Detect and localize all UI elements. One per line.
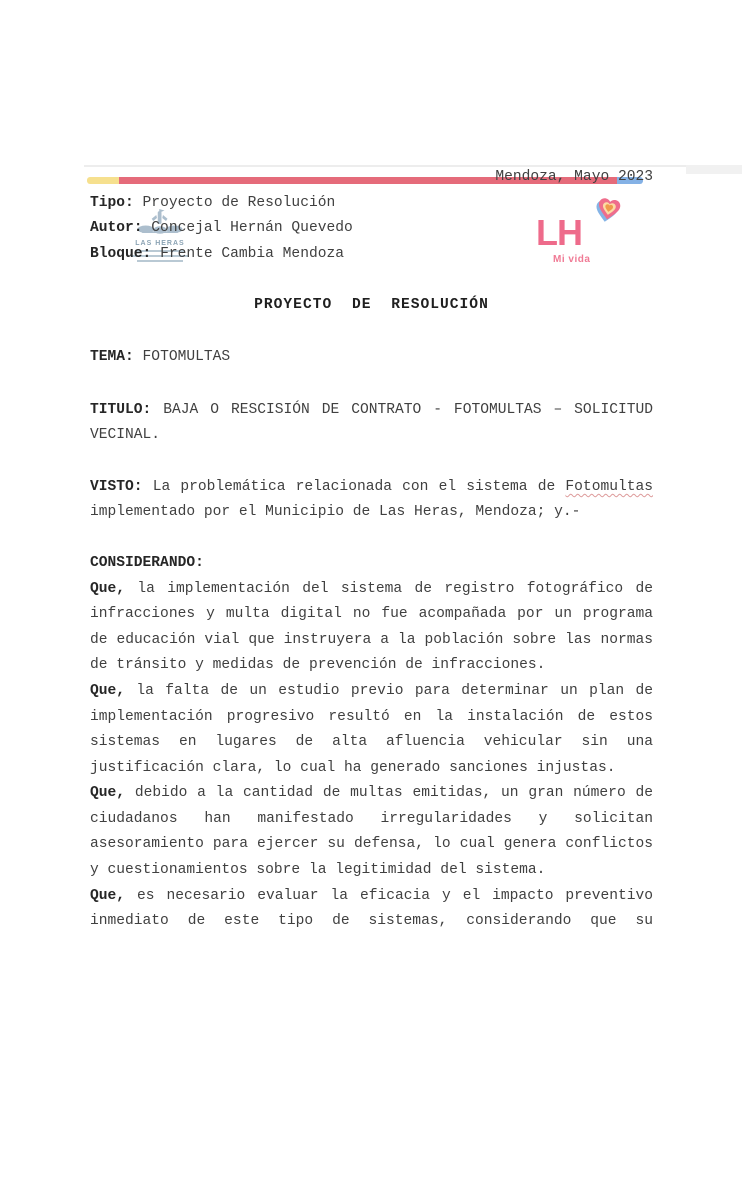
lh-logo-text: LH [536,212,582,253]
bloque-label: Bloque: [90,245,152,262]
que-lead: Que, [90,682,126,699]
autor-value: Concejal Hernán Quevedo [142,220,353,237]
meta-row-tipo [90,191,653,217]
tema-label: TEMA: [90,348,134,365]
visto-paragraph [90,475,653,526]
meta-row-autor [90,216,653,242]
que-lead: Que, [90,785,126,802]
document-body [0,165,742,935]
autor-label: Autor: [90,220,143,237]
titulo-paragraph [90,398,653,449]
visto-text-before: La problemática relacionada con el sistema de [142,478,566,495]
considerando-paragraph-3: Que, debido a la cantidad de multas emitidas, un gran número de ciudadanos han manifestado irregularidades y solicitan asesoramiento para ejercer su defensa, lo cual genera conflictos y cuestionamientos sobre la legitimidad del sistema. [90,785,653,879]
date-line: Mendoza, Mayo 2023 [495,169,653,185]
bloque-value: Frente Cambia Mendoza [151,245,344,262]
que-lead: Que, [90,887,126,904]
visto-text-after: implementado por el Municipio de Las Heras, Mendoza; y.- [90,504,581,521]
visto-label: VISTO: [90,478,143,495]
titulo-value: BAJA O RESCISIÓN DE CONTRATO - FOTOMULTAS – SOLICITUD VECINAL. [90,401,653,444]
meta-row-bloque [90,242,653,268]
considerando-paragraph-4: Que, es necesario evaluar la eficacia y el impacto preventivo inmediato de este tipo de sistemas, considerando que su [90,887,653,930]
titulo-label: TITULO: [90,401,152,418]
spellcheck-flagged-word: Fotomultas [565,478,653,495]
las-heras-caption: LAS HERAS [135,240,185,247]
considerando-heading: CONSIDERANDO: [90,554,204,571]
lh-tagline: Mi vida [553,254,591,265]
considerando-paragraph-2: Que, la falta de un estudio previo para determinar un plan de implementación progresivo resultó en la instalación de estos sistemas en lugares de alta afluencia vehicular sin una justificación clara, lo cual ha generado sanciones injustas. [90,682,653,776]
tema-line [90,345,653,371]
considerando-paragraph-1: Que, la implementación del sistema de registro fotográfico de infracciones y multa digital no fue acompañada por un programa de educación vial que instruyera a la población sobre las normas de tránsito y medidas de prevención de infracciones. [90,580,653,674]
tema-value: FOTOMULTAS [133,348,231,365]
tipo-value: Proyecto de Resolución [133,194,336,211]
tipo-label: Tipo: [90,194,134,211]
document-page [0,165,742,935]
document-title: PROYECTO DE RESOLUCIÓN [254,297,489,314]
que-lead: Que, [90,580,126,597]
